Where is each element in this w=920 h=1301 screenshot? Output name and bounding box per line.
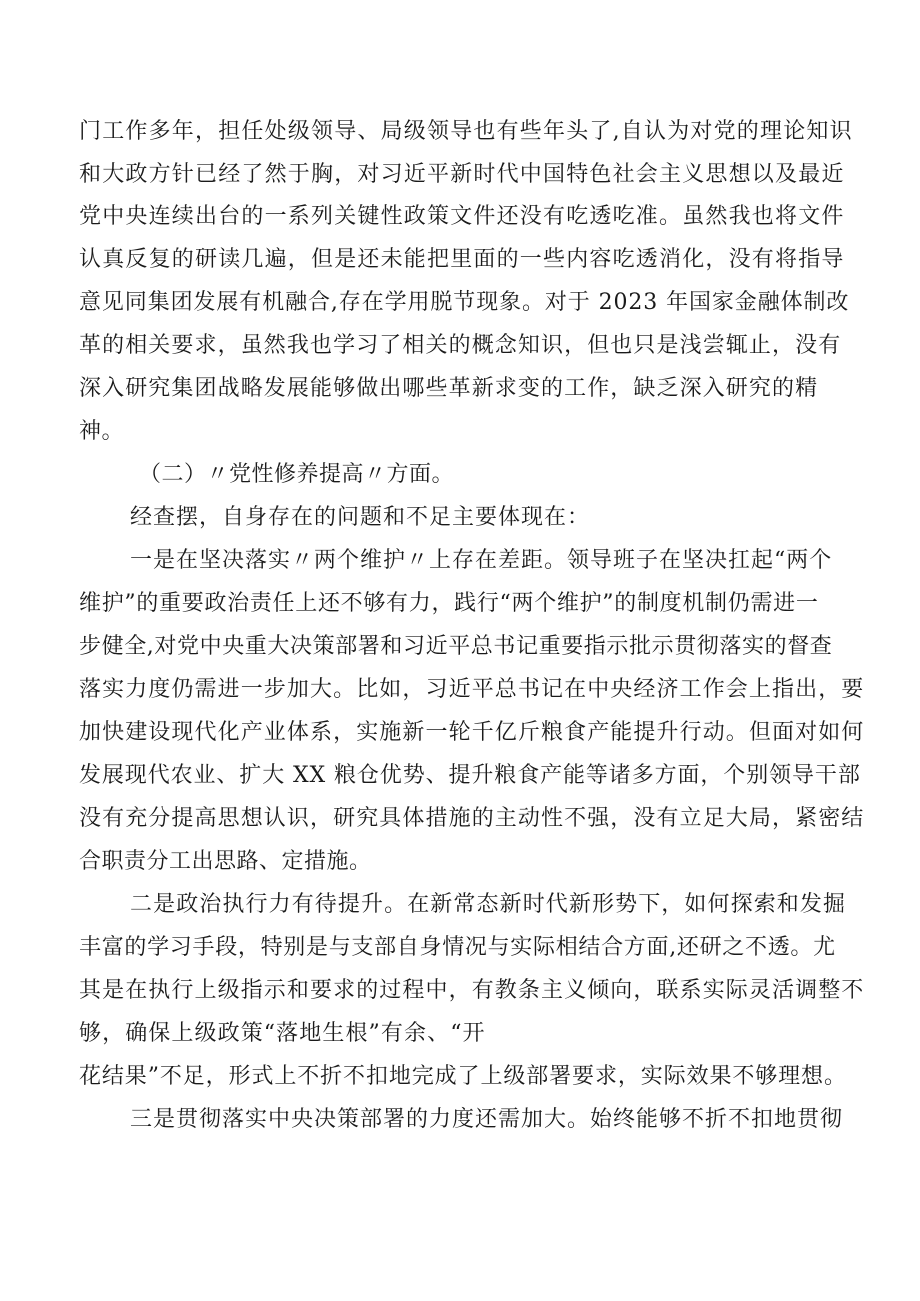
body-text-line: 一是在坚决落实〃两个维护〃上存在差距。领导班子在坚决扛起“两个	[130, 548, 833, 573]
body-text-line: 和大政方针已经了然于胸，对习近平新时代中国特色社会主义思想以及最近	[79, 162, 845, 187]
section-heading: （二）〃党性修养提高〃方面。	[139, 462, 455, 487]
body-text-line: 三是贯彻落实中央决策部署的力度还需加大。始终能够不折不扣地贯彻	[130, 1107, 844, 1132]
body-text-line: 丰富的学习手段，特别是与支部自身情况与实际相结合方面,还研之不透。尤	[79, 935, 836, 960]
body-text-line: 步健全,对党中央重大决策部署和习近平总书记重要指示批示贯彻落实的督查	[79, 634, 833, 659]
body-text-line: 没有充分提高思想认识，研究具体措施的主动性不强，没有立足大局，紧密结	[79, 806, 865, 831]
body-text-line: 深入研究集团战略发展能够做出哪些革新求变的工作，缺乏深入研究的精	[79, 376, 819, 401]
body-text-line: 合职责分工出思路、定措施。	[79, 849, 372, 874]
body-text-line: 二是政治执行力有待提升。在新常态新时代新形势下，如何探索和发掘	[130, 892, 847, 917]
body-text-line: 意见同集团发展有机融合,存在学用脱节现象。对于 2023 年国家金融体制改	[79, 290, 850, 315]
body-text-line: 认真反复的研读几遍，但是还未能把里面的一些内容吃透消化，没有将指导	[79, 247, 845, 272]
body-text-line: 门工作多年，担任处级领导、局级领导也有些年头了,自认为对党的理论知识	[79, 119, 853, 144]
body-text-line: 维护”的重要政治责任上还不够有力，践行“两个维护”的制度机制仍需进一	[79, 591, 819, 616]
body-text-line: 落实力度仍需进一步加大。比如，习近平总书记在中央经济工作会上指出，要	[79, 677, 865, 702]
body-text-line: 经查摆，自身存在的问题和不足主要体现在：	[130, 505, 591, 530]
body-text-line: 革的相关要求，虽然我也学习了相关的概念知识，但也只是浅尝辄止，没有	[79, 333, 842, 358]
body-text-line: 神。	[79, 419, 125, 444]
body-text-line: 其是在执行上级指示和要求的过程中，有教条主义倾向，联系实际灵活调整不	[79, 978, 865, 1003]
body-text-line: 花结果”不足，形式上不折不扣地完成了上级部署要求，实际效果不够理想。	[79, 1064, 847, 1089]
body-text-line: 够，确保上级政策“落地生根”有余、“开	[79, 1021, 486, 1046]
body-text-line: 加快建设现代化产业体系，实施新一轮千亿斤粮食产能提升行动。但面对如何	[79, 720, 865, 745]
body-text-line: 发展现代农业、扩大 XX 粮仓优势、提升粮食产能等诸多方面，个别领导干部	[79, 763, 861, 788]
body-text-line: 党中央连续出台的一系列关键性政策文件还没有吃透吃准。虽然我也将文件	[79, 204, 845, 229]
